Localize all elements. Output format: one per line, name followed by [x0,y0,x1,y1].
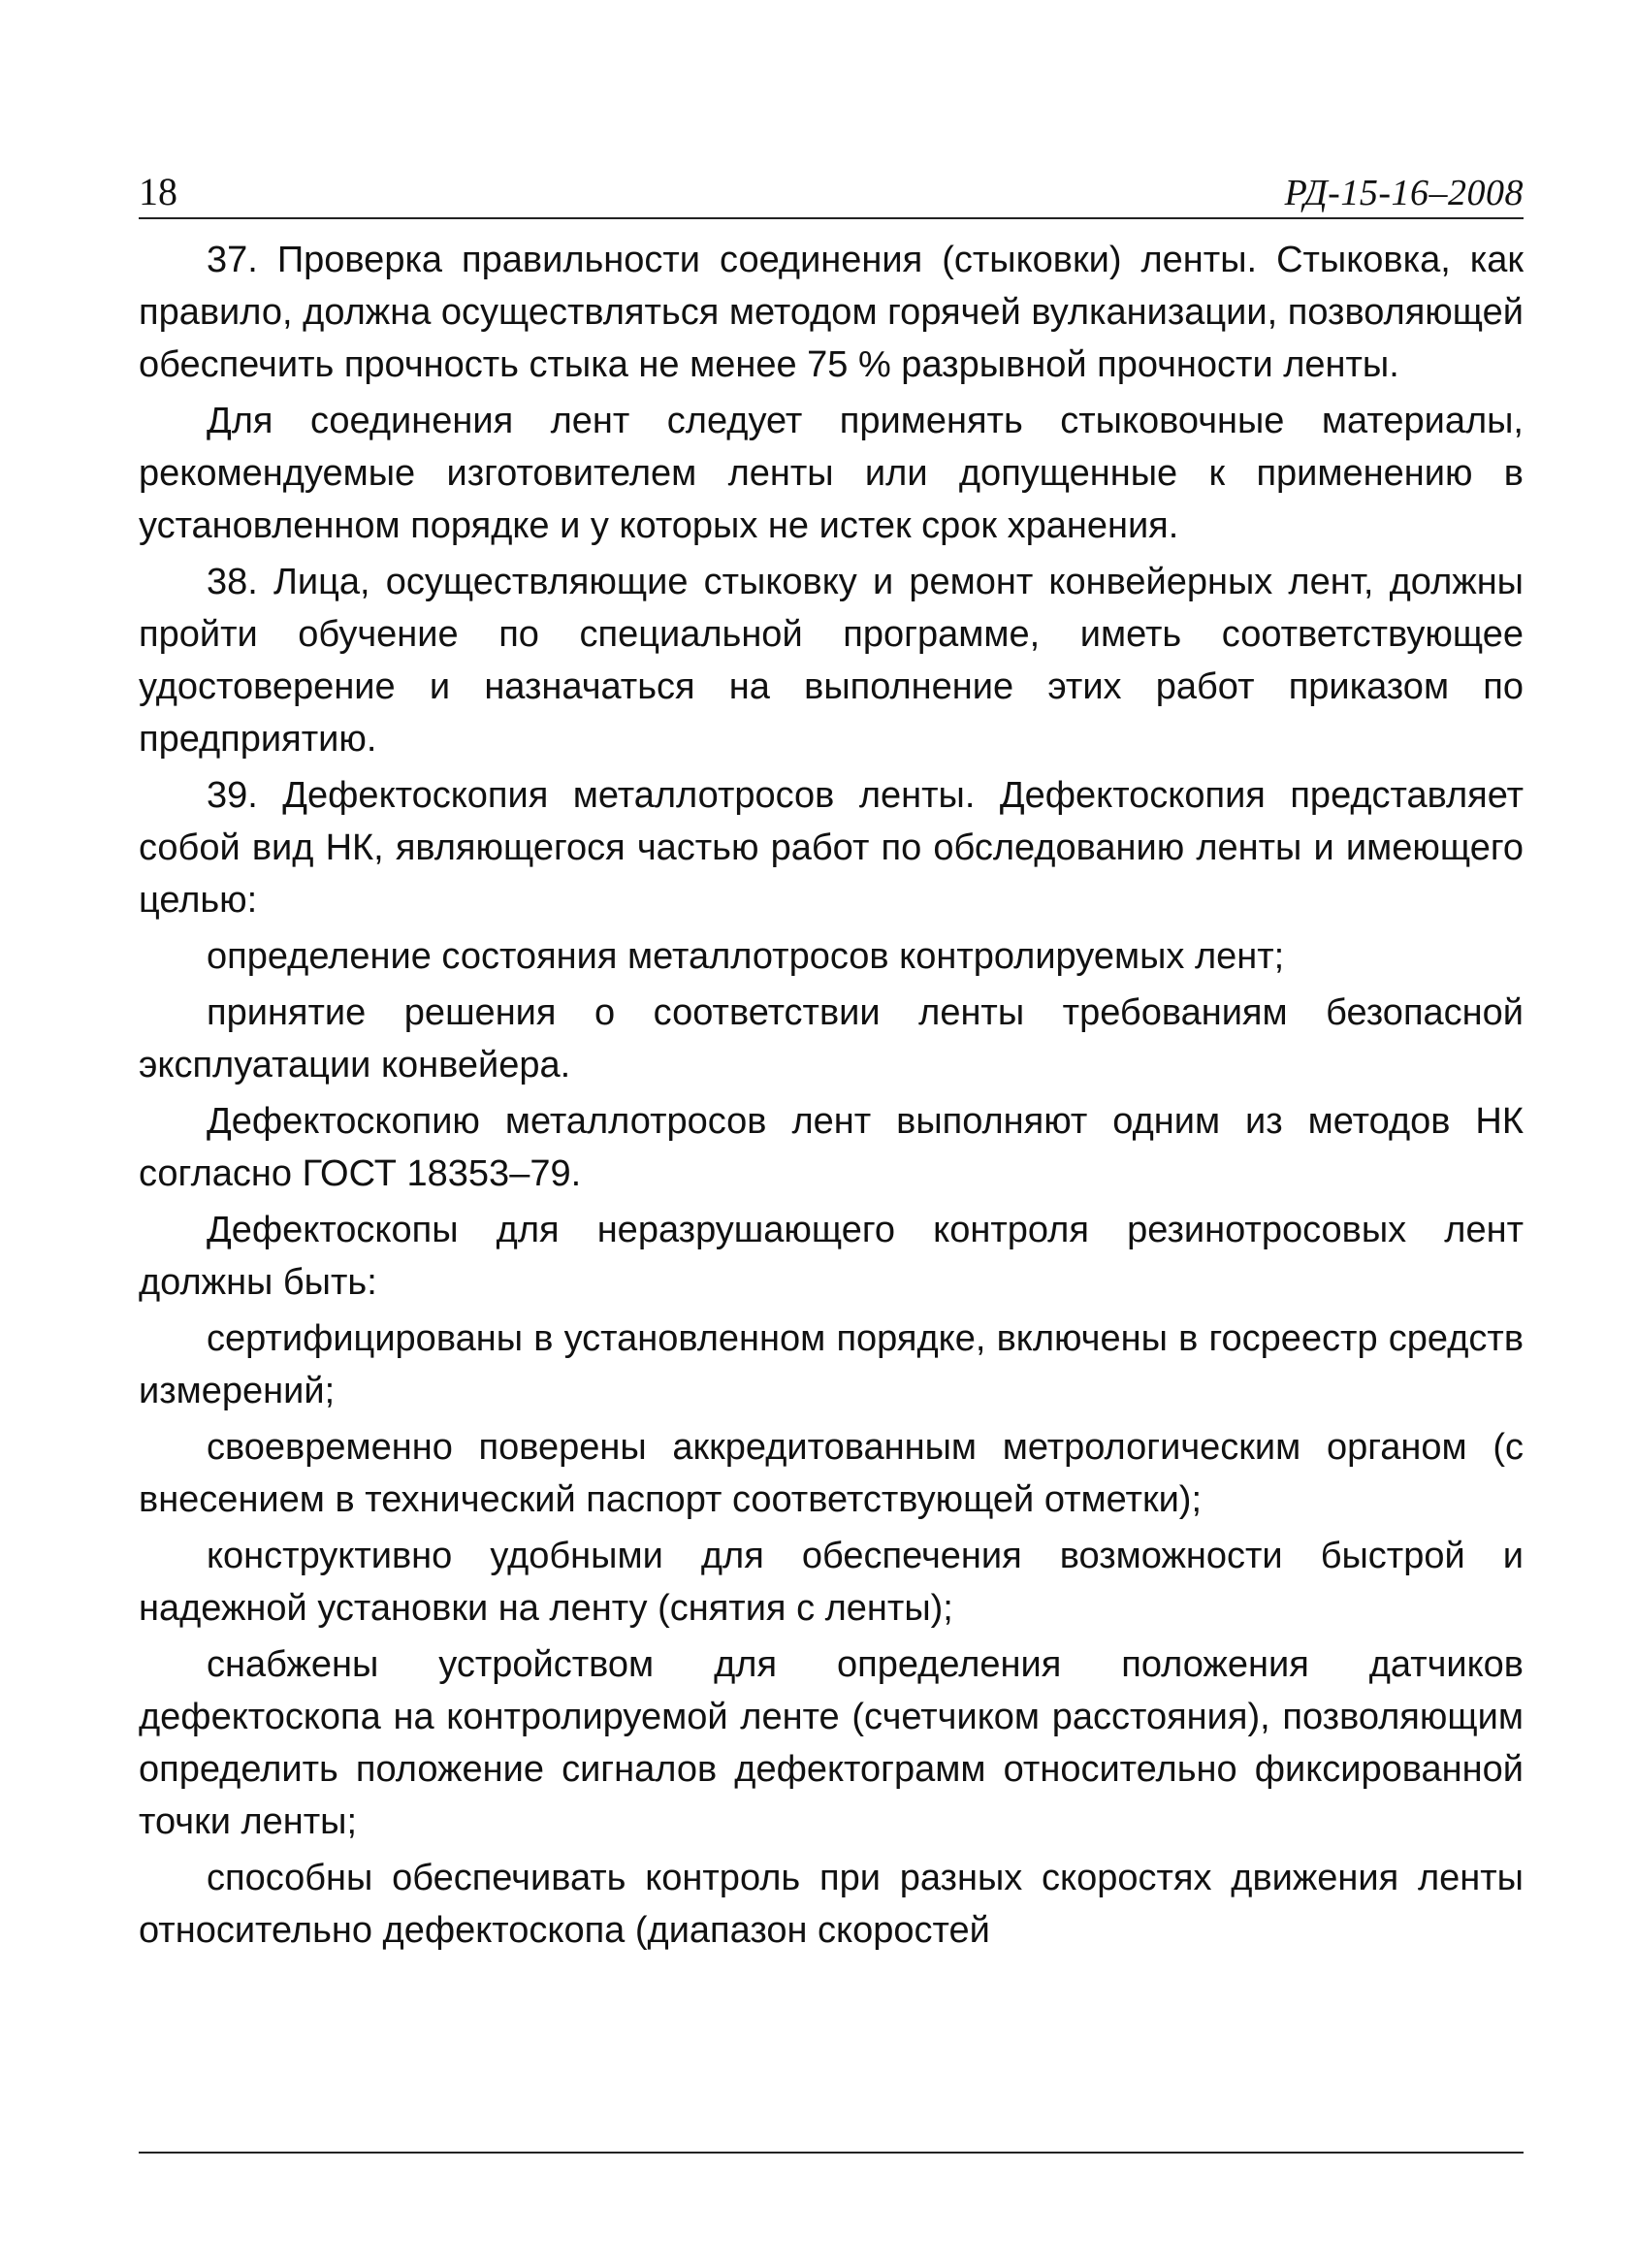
list-item-convenient: конструктивно удобными для обеспечения возможности быстрой и надежной установки на ленту (снятия с ленты); [139,1536,1524,1629]
paragraph-37: 37. Проверка правильности соединения (стыковки) ленты. Стыковка, как правило, должна осуществляться методом горячей вулканизации, позволяющей обеспечить прочность стыка не менее 75 % разрывной прочности ленты. [139,240,1524,385]
paragraph-methods: Дефектоскопию металлотросов лент выполняют одним из методов НК согласно ГОСТ 18353–79. [139,1101,1524,1194]
list-item-position-device: снабжены устройством для определения положения датчиков дефектоскопа на контролируемой ленте (счетчиком расстояния), позволяющим определить положение сигналов дефектограмм относительно фиксированной точки ленты; [139,1644,1524,1842]
page-header [139,163,1524,219]
list-item-speed: способны обеспечивать контроль при разных скоростях движения ленты относительно дефектоскопа (диапазон скоростей [139,1858,1524,1951]
paragraph-joining-materials: Для соединения лент следует применять стыковочные материалы, рекомендуемые изготовителем ленты или допущенные к применению в установленном порядке и у которых не истек срок хранения. [139,401,1524,546]
list-item-certified: сертифицированы в установленном порядке, включены в госреестр средств измерений; [139,1318,1524,1411]
paragraph-39: 39. Дефектоскопия металлотросов ленты. Дефектоскопия представляет собой вид НК, являющегося частью работ по обследованию ленты и имеющего целью: [139,775,1524,921]
paragraph-38: 38. Лица, осуществляющие стыковку и ремонт конвейерных лент, должны пройти обучение по специальной программе, иметь соответствующее удостоверение и назначаться на выполнение этих работ приказом по предприятию. [139,562,1524,760]
list-item-condition: определение состояния металлотросов контролируемых лент; [207,936,1285,977]
footer-rule [139,2152,1524,2154]
page-number: 18 [139,170,177,213]
list-item-decision: принятие решения о соответствии ленты требованиям безопасной эксплуатации конвейера. [139,992,1524,1085]
list-item-verified: своевременно поверены аккредитованным метрологическим органом (с внесением в технический паспорт соответствующей отметки); [139,1427,1524,1520]
paragraph-flaw-detectors: Дефектоскопы для неразрушающего контроля резинотросовых лент должны быть: [139,1210,1524,1303]
body-text [139,234,1524,1960]
document-code: РД-15-16–2008 [1284,173,1524,213]
